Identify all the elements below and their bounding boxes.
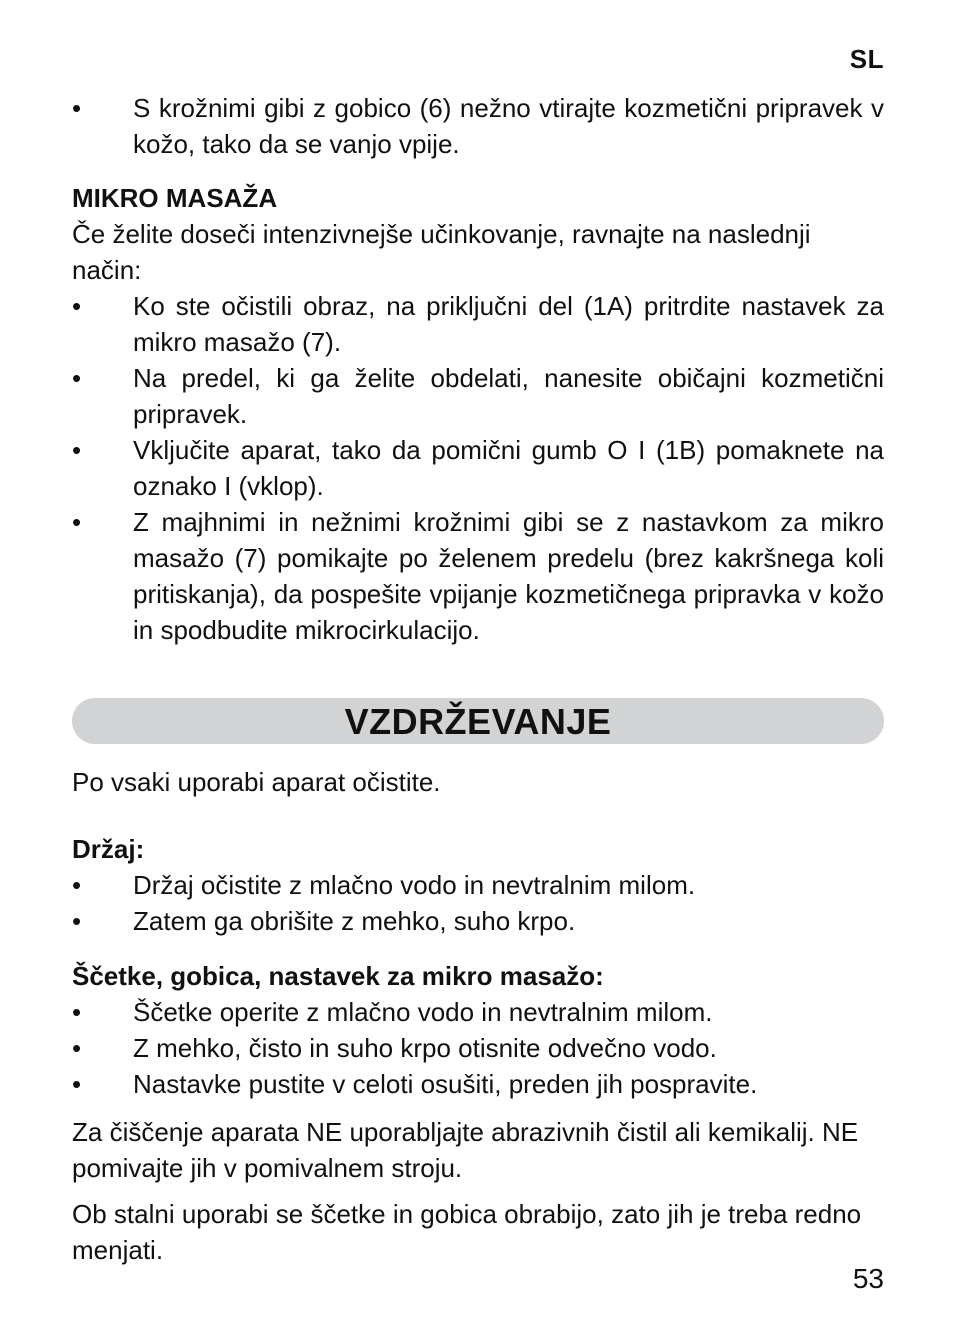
bullet-icon: • [72,906,82,936]
section-heading: MIKRO MASAŽA [72,183,278,213]
maintenance-intro [72,764,884,800]
handle-bullet-list [72,867,884,939]
list-item: • Ščetke operite z mlačno vodo in nevtralnim milom. [72,994,884,1030]
banner-title: VZDRŽEVANJE [344,701,612,742]
intro-section [72,90,884,162]
micro-massage-section [72,180,884,648]
language-code: SL [849,44,884,74]
list-item: • Na predel, ki ga želite obdelati, nanesite običajni kozmetični pripravek. [72,360,884,432]
list-item: • Zatem ga obrišite z mehko, suho krpo. [72,903,884,939]
maintenance-banner [72,698,884,744]
intro-bullet-list [72,90,884,162]
page-number: 53 [852,1263,884,1294]
bullet-icon: • [72,435,82,465]
list-item: • Nastavke pustite v celoti osušiti, preden jih pospravite. [72,1066,884,1102]
maintenance-intro-text: Po vsaki uporabi aparat očistite. [72,767,441,797]
brushes-heading: Ščetke, gobica, nastavek za mikro masažo: [72,961,604,991]
warning-block [72,1114,884,1186]
micro-massage-bullet-list [72,288,884,648]
list-item: • Z mehko, čisto in suho krpo otisnite odvečno vodo. [72,1030,884,1066]
bullet-icon: • [72,363,82,393]
bullet-icon: • [72,1069,82,1099]
handle-heading: Držaj: [72,834,145,864]
bullet-icon: • [72,997,82,1027]
brushes-bullet-list [72,994,884,1102]
note-block [72,1196,884,1268]
warning-text: Za čiščenje aparata NE uporabljajte abrazivnih čistil ali kemikalij. NE pomivajte jih v pomivalnem stroju. [72,1117,859,1183]
brushes-section [72,958,884,1102]
bullet-icon: • [72,870,82,900]
bullet-icon: • [72,507,82,537]
list-item: • Ko ste očistili obraz, na priključni del (1A) pritrdite nastavek za mikro masažo (7). [72,288,884,360]
list-item: • Z majhnimi in nežnimi krožnimi gibi se z nastavkom za mikro masažo (7) pomikajte po želenem predelu (brez kakršnega koli pritiskanja), da pospešite vpijanje kozmetičnega pripravka v kožo in spodbudite mikrocirkulacijo. [72,504,884,648]
note-text: Ob stalni uporabi se ščetke in gobica obrabijo, zato jih je treba redno menjati. [72,1199,862,1265]
list-item: • Držaj očistite z mlačno vodo in nevtralnim milom. [72,867,884,903]
handle-section [72,831,884,939]
list-item: • Vključite aparat, tako da pomični gumb O I (1B) pomaknete na oznako I (vklop). [72,432,884,504]
bullet-icon: • [72,1033,82,1063]
section-intro: Če želite doseči intenzivnejše učinkovanje, ravnajte na naslednji način: [72,219,811,285]
list-item: • S krožnimi gibi z gobico (6) nežno vtirajte kozmetični pripravek v kožo, tako da se vanjo vpije. [72,90,884,162]
bullet-icon: • [72,93,82,123]
bullet-icon: • [72,291,82,321]
